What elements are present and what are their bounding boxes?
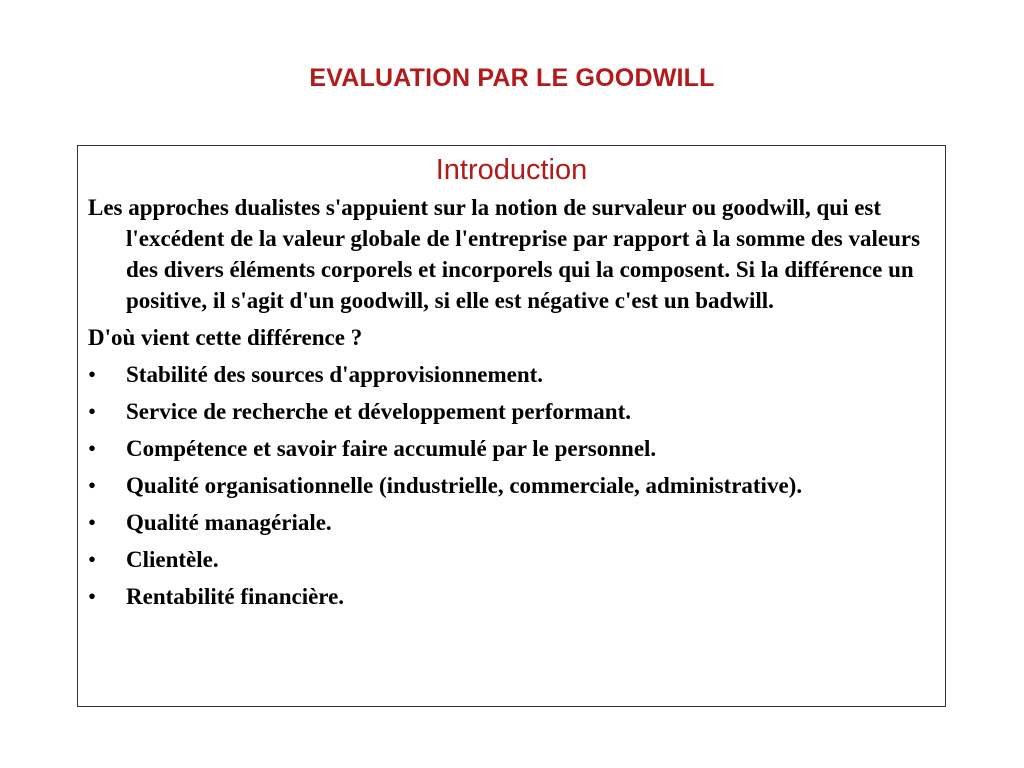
list-item (88, 396, 929, 427)
list-item (88, 433, 929, 464)
intro-paragraph: Les approches dualistes s'appuient sur la notion de survaleur ou goodwill, qui est l'excédent de la valeur globale de l'entreprise par rapport à la somme des valeurs des divers éléments corporels et incorporels qui la composent. Si la différence un positive, il s'agit d'un goodwill, si elle est négative c'est un badwill. (88, 195, 921, 313)
bullet-text: Rentabilité financière. (126, 584, 345, 609)
list-item (88, 359, 929, 390)
body-text (78, 192, 945, 612)
bullet-text: Stabilité des sources d'approvisionnement. (126, 362, 544, 387)
bullet-text: Clientèle. (126, 547, 219, 572)
bullet-icon: • (88, 436, 97, 461)
bullet-icon: • (88, 547, 97, 572)
bullet-text: Qualité organisationnelle (industrielle, commerciale, administrative). (126, 473, 803, 498)
question-line: D'où vient cette différence ? (88, 325, 363, 350)
section-heading: Introduction (435, 154, 588, 186)
bullet-list (88, 359, 929, 612)
bullet-icon: • (88, 362, 97, 387)
content-box (77, 145, 946, 707)
bullet-text: Compétence et savoir faire accumulé par le personnel. (126, 436, 657, 461)
bullet-icon: • (88, 399, 97, 424)
bullet-icon: • (88, 510, 97, 535)
bullet-icon: • (88, 473, 97, 498)
bullet-text: Qualité managériale. (126, 510, 332, 535)
list-item (88, 470, 929, 501)
slide-title: EVALUATION PAR LE GOODWILL (309, 64, 715, 92)
bullet-icon: • (88, 584, 97, 609)
list-item (88, 581, 929, 612)
list-item (88, 507, 929, 538)
bullet-text: Service de recherche et développement performant. (126, 399, 631, 424)
list-item (88, 544, 929, 575)
